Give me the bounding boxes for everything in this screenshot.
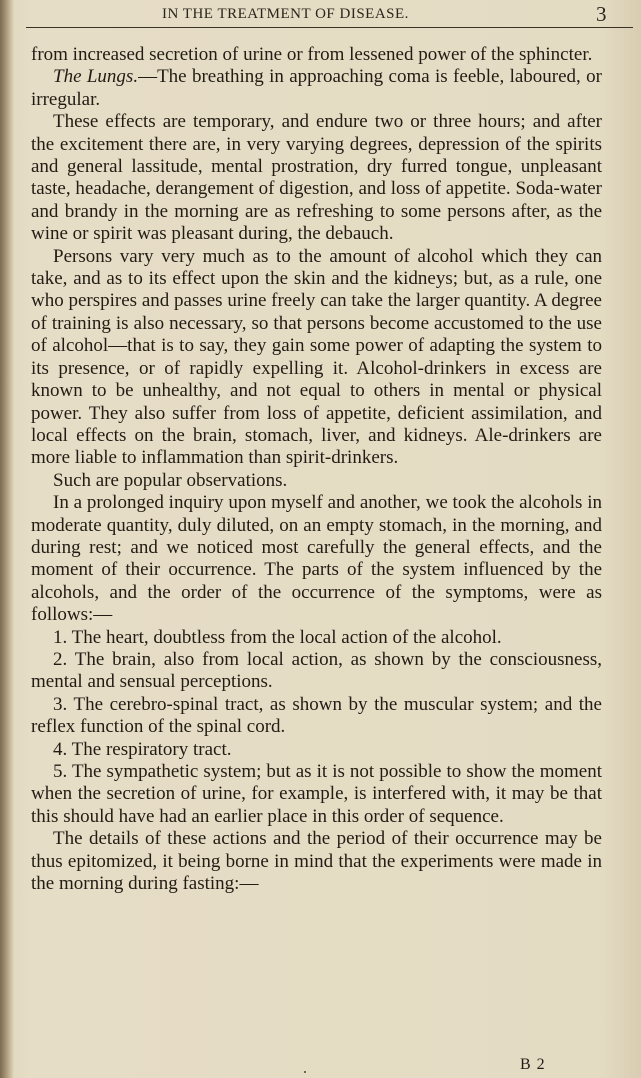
list-item-1: 1. The heart, doubtless from the local action of the alcohol. bbox=[53, 626, 502, 648]
page-header bbox=[150, 4, 607, 26]
paragraph-details: The details of these actions and the period of their occurrence may be thus epitomized, it being borne in mind that the experiments were made in the morning during fasting:— bbox=[31, 828, 602, 895]
body-text bbox=[31, 44, 602, 895]
section-lead: The Lungs. bbox=[53, 66, 139, 88]
paragraph-continuation: from increased secretion of urine or from lessened power of the sphincter. bbox=[31, 44, 593, 65]
paragraph-persons: Persons vary very much as to the amount of alcohol which they can take, and as to its effect upon the skin and the kidneys; but, as a rule, one who perspires and passes urine freely can take the larger quantity. A degree of training is also necessary, so that persons become accustomed to the use of alcohol—that is to say, they gain some power of adapting the system to its presence, or of rapidly expelling it. Alcohol-drinkers in excess are known to be unhealthy, and not equal to others in mental or physical power. They also suffer from loss of appetite, deficient assimilation, and local effects on the brain, stomach, liver, and kidneys. Ale-drinkers are more liable to inflammation than spirit-drinkers. bbox=[31, 245, 602, 469]
paragraph-text: —The breathing in approaching coma is feeble, laboured, or irregular. bbox=[31, 66, 602, 110]
list-item-5: 5. The sympathetic system; but as it is not possible to show the moment when the secretion of urine, for example, is interfered with, it may be that this should have had an earlier place in this order of sequence. bbox=[31, 761, 602, 827]
page-number: 3 bbox=[596, 2, 607, 26]
paragraph-lungs bbox=[31, 66, 602, 111]
binding-edge bbox=[0, 0, 14, 1078]
list-item-2: 2. The brain, also from local action, as shown by the consciousness, mental and sensual perceptions. bbox=[31, 648, 602, 693]
signature-mark: B 2 bbox=[520, 1056, 546, 1073]
list-item-4: 4. The respiratory tract. bbox=[53, 738, 232, 760]
paragraph-observations: Such are popular observations. bbox=[53, 469, 288, 491]
list-item-3: 3. The cerebro-spinal tract, as shown by the muscular system; and the reflex function of the spinal cord. bbox=[31, 693, 602, 738]
running-head: IN THE TREATMENT OF DISEASE. bbox=[162, 6, 409, 22]
paragraph-effects: These effects are temporary, and endure two or three hours; and after the excitement there are, in very varying degrees, depression of the spirits and general lassitude, mental prostration, dry furred tongue, unpleasant taste, headache, derangement of digestion, and loss of appetite. Soda-water and brandy in the morning are as refreshing to some persons after, as the wine or spirit was pleasant during, the debauch. bbox=[31, 111, 602, 245]
footer-mark bbox=[304, 1071, 306, 1073]
header-rule bbox=[26, 27, 633, 28]
paragraph-inquiry: In a prolonged inquiry upon myself and another, we took the alcohols in moderate quantity, duly diluted, on an empty stomach, in the morning, and during rest; and we noticed most carefully the general effects, and the moment of their occurrence. The parts of the system influenced by the alcohols, and the order of the occurrence of the symptoms, were as follows:— bbox=[31, 492, 602, 626]
